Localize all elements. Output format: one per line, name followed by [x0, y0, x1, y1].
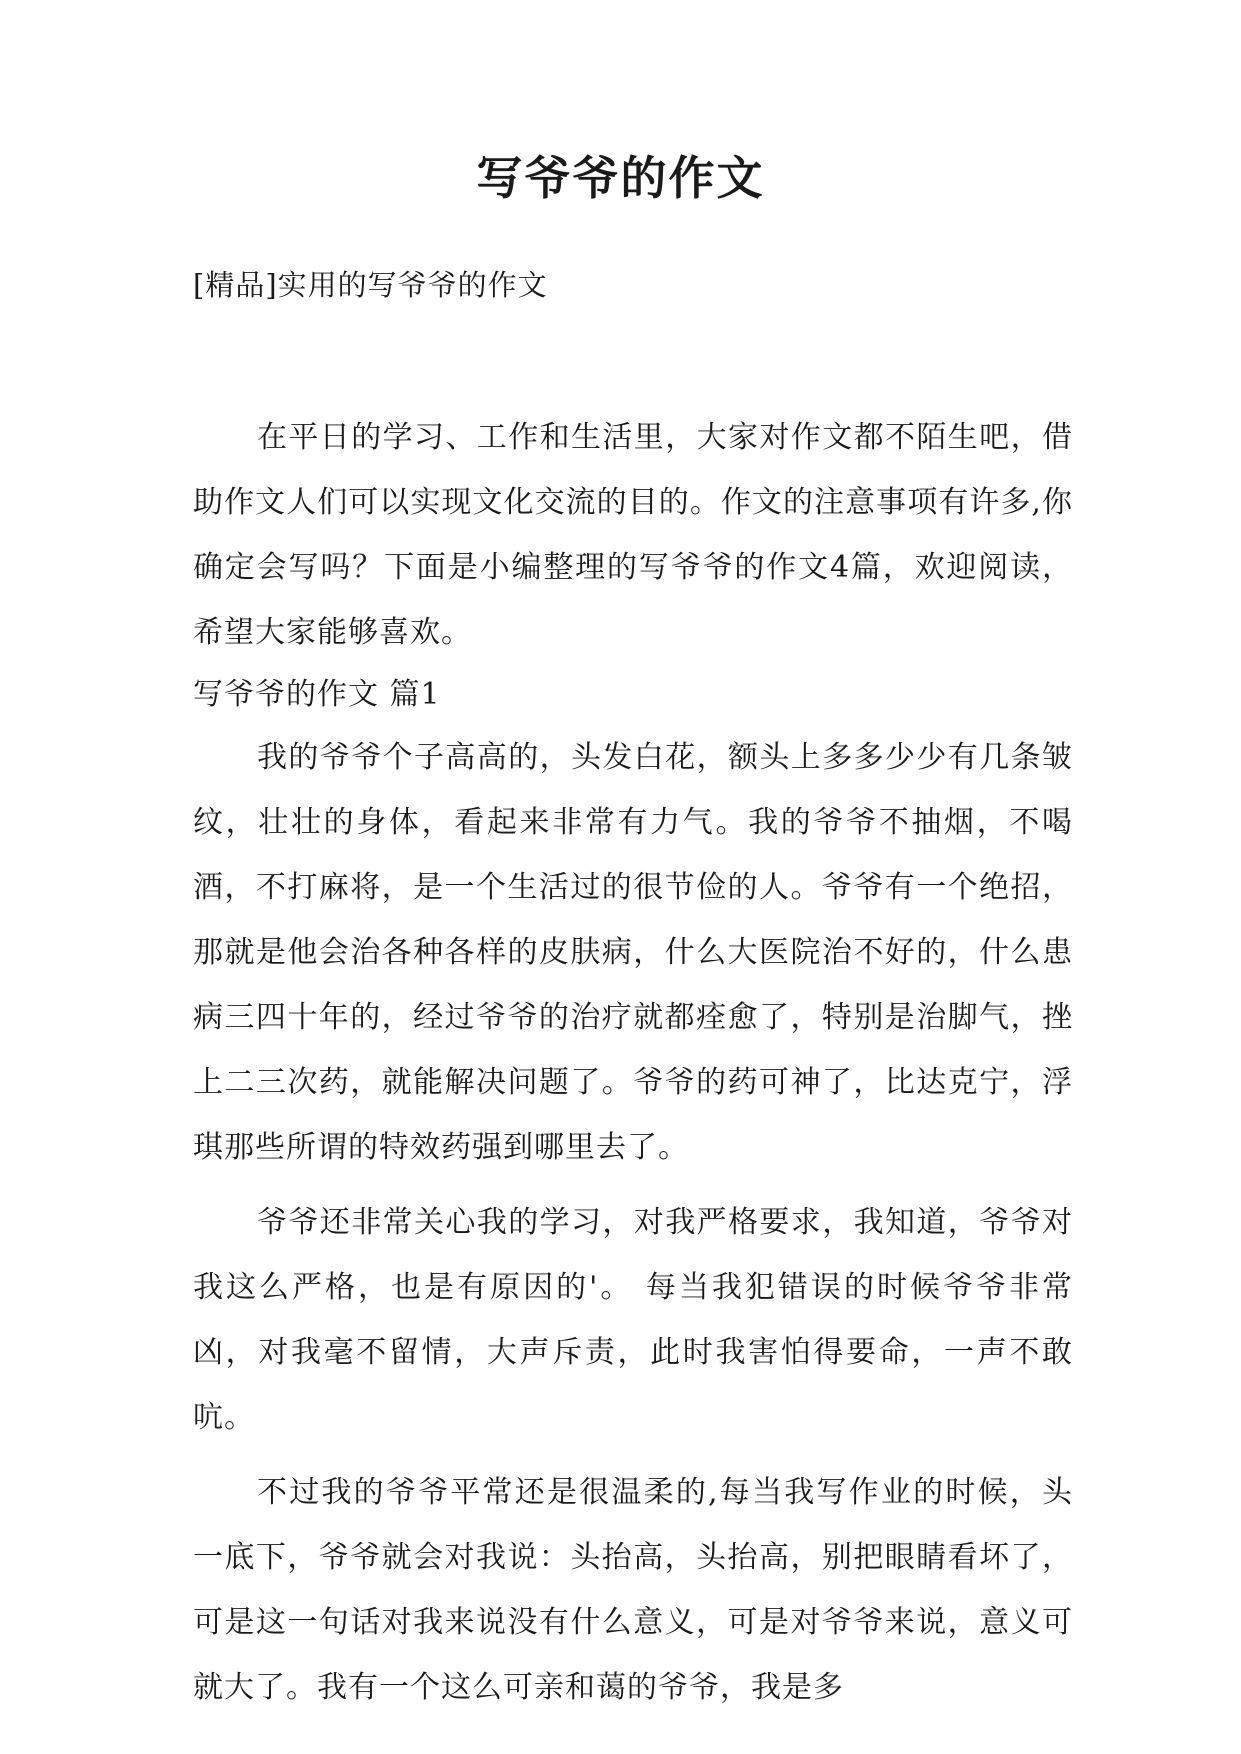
document-body: [193, 405, 1073, 1720]
body-paragraph-1: 我的爷爷个子高高的，头发白花，额头上多多少少有几条皱纹，壮壮的身体，看起来非常有力气。我的爷爷不抽烟，不喝酒，不打麻将，是一个生活过的很节俭的人。爷爷有一个绝招，那就是他会治各种各样的皮肤病，什么大医院治不好的，什么患病三四十年的，经过爷爷的治疗就都痊愈了，特别是治脚气，挫上二三次药，就能解决问题了。爷爷的药可神了，比达克宁，浮琪那些所谓的特效药强到哪里去了。: [193, 740, 1073, 1165]
section-heading: 写爷爷的作文 篇1: [193, 677, 441, 712]
document-title: 写爷爷的作文: [476, 151, 765, 205]
document-subtitle: [精品]实用的写爷爷的作文: [193, 268, 548, 302]
intro-paragraph: 在平日的学习、工作和生活里，大家对作文都不陌生吧，借助作文人们可以实现文化交流的目的。作文的注意事项有许多,你确定会写吗？下面是小编整理的写爷爷的作文4篇，欢迎阅读，希望大家能够喜欢。: [193, 420, 1073, 650]
body-paragraph-2: 爷爷还非常关心我的学习，对我严格要求，我知道，爷爷对我这么严格，也是有原因的'。 每当我犯错误的时候爷爷非常凶，对我毫不留情，大声斥责，此时我害怕得要命，一声不敢吭。: [193, 1205, 1073, 1435]
body-paragraph-3: 不过我的爷爷平常还是很温柔的,每当我写作业的时候，头一底下，爷爷就会对我说：头抬高，头抬高，别把眼睛看坏了，可是这一句话对我来说没有什么意义，可是对爷爷来说，意义可就大了。我有一个这么可亲和蔼的爷爷，我是多: [193, 1475, 1073, 1705]
